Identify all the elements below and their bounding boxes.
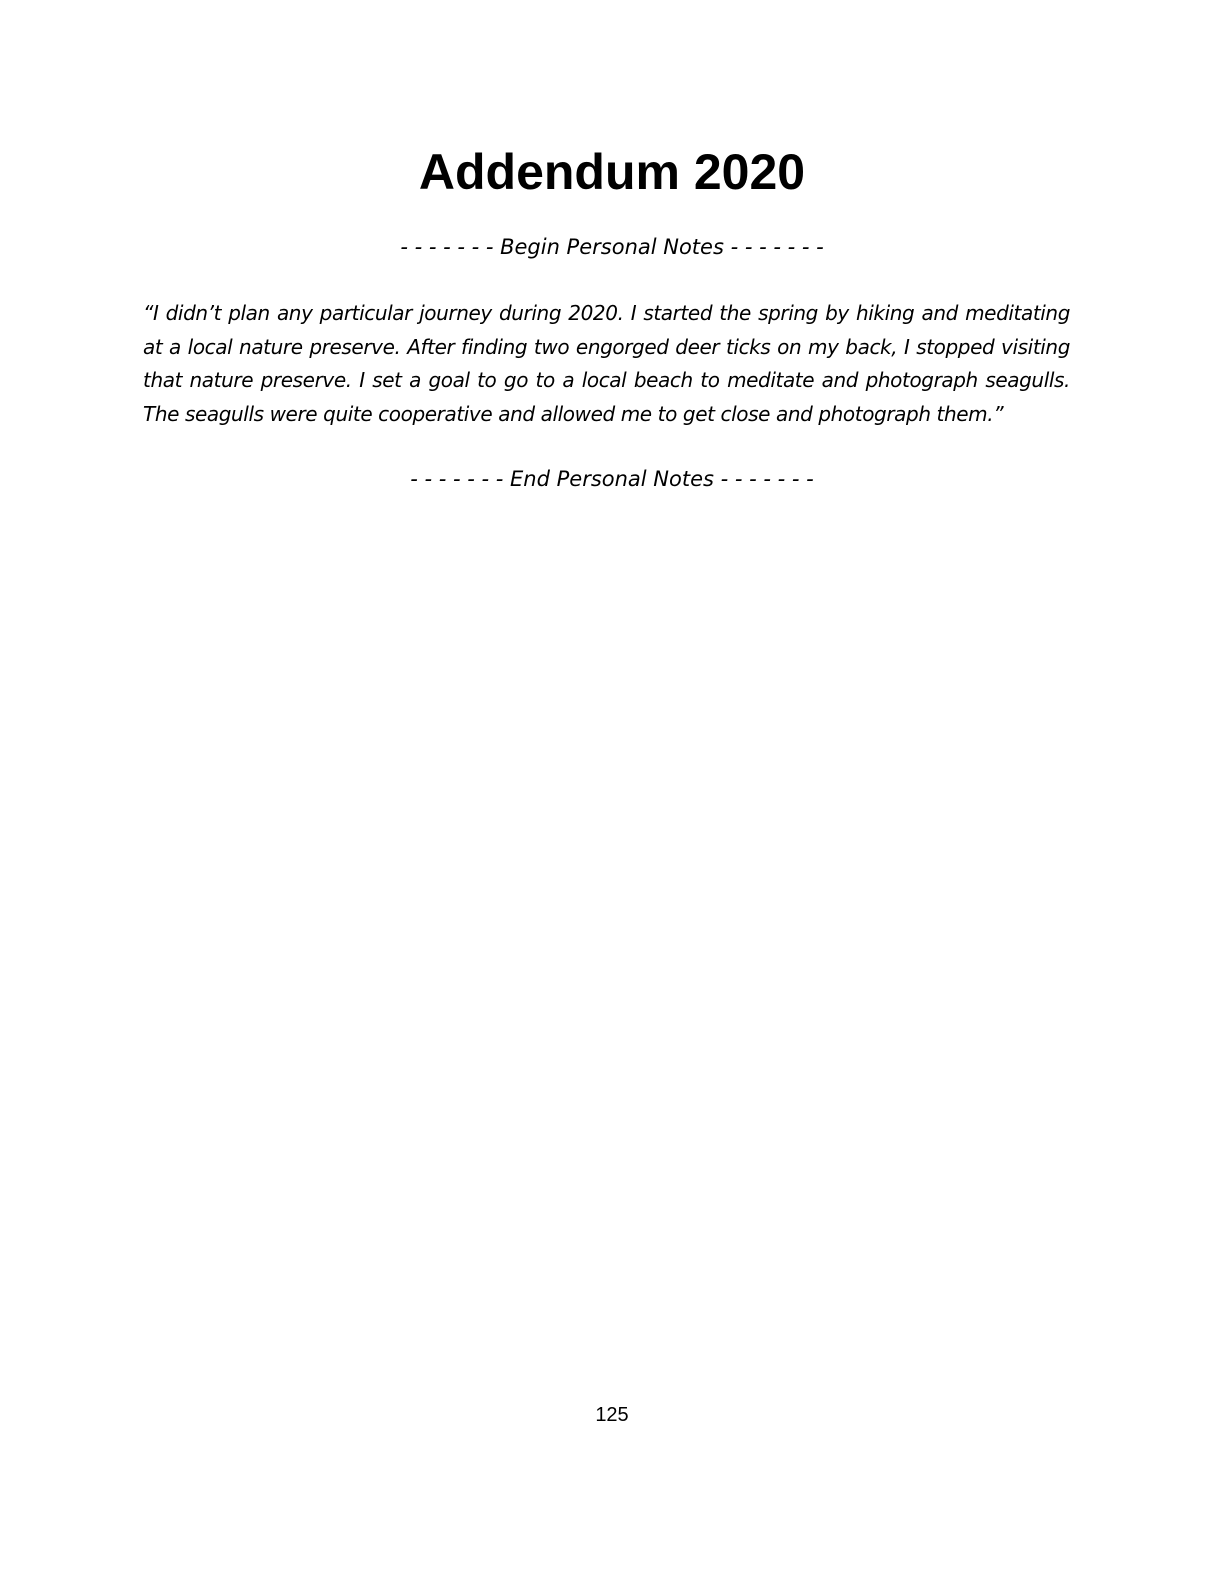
personal-notes-quote: “I didn’t plan any particular journey during 2020. I started the spring by hiking and meditating at a local nature preserve. After finding two engorged deer ticks on my back, I stopped visiting that nature preserve. I set a goal to go to a local beach to meditate and photograph seagulls. The seagulls were quite cooperative and allowed me to get close and photograph them.” [143, 301, 1070, 426]
page-title: Addendum 2020 [418, 144, 806, 200]
end-notes-marker: - - - - - - - End Personal Notes - - - - - - - [410, 467, 814, 491]
page-number: 125 [595, 1404, 629, 1426]
begin-notes-marker: - - - - - - - Begin Personal Notes - - - - - - - [400, 235, 824, 259]
